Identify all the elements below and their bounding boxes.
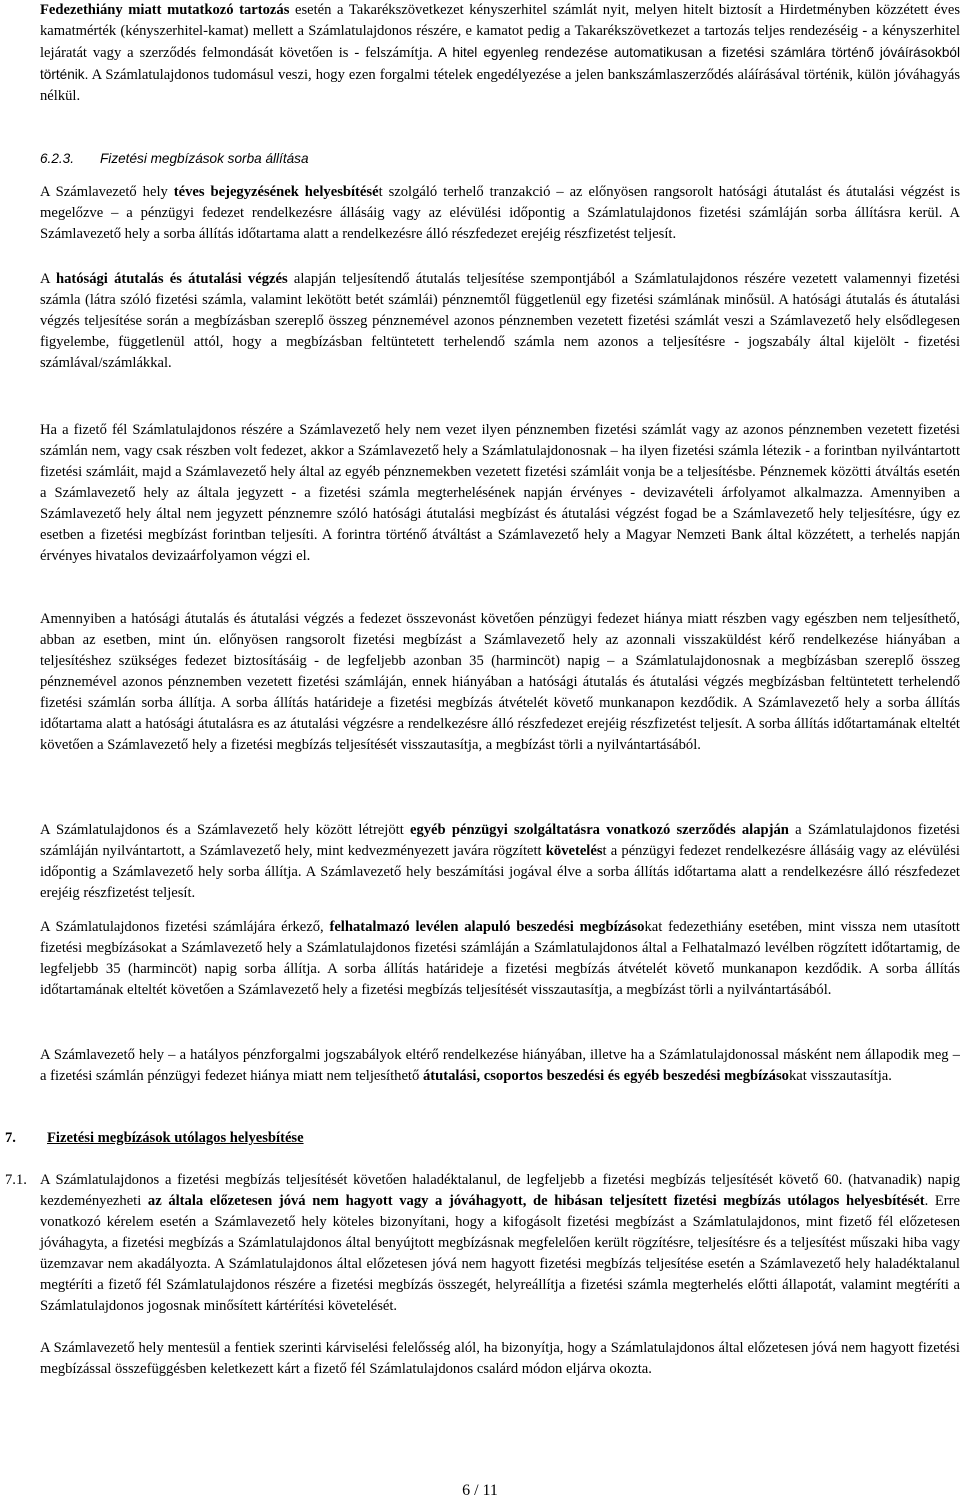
paragraph-insufficient-funds: Amennyiben a hatósági átutalás és átutalási végzés a fedezet összevonást követően pénzügyi fedezet hiánya miatt részben vagy egészben nem teljesíthető, abban az esetben, mint ún. előnyösen rangsorolt fizetési megbízást a Számlavezető hely az azonnali visszaküldést kérő rendelkezése hiányában a teljesítéshez szükséges fedezet biztosításáig - de legfeljebb azonban 35 (harmincöt) napig – a Számlatulajdonosnak a megbízásban szereplő összeg pénznemével azonos pénznemben vezetett fizetési számláján, ennek hiányában a hatósági átutalás és átutalási végzés megbízásban feltüntetett terhelendő fizetési számlán sorba állítja. A sorba állítás határideje a fizetési megbízás átvételét követő munkanapon kezdődik. A Számlavezető hely a sorba állítás időtartama alatt a hatósági átutalásra es az átutalási végzésre a rendelkezésre álló részfedezet erejéig részfizetést teljesít. A sorba állítás időtartamának elteltét követően a Számlavezető hely a fizetési megbízás teljesítését visszautasítja, a megbízást törli a nyilvántartásából. (40, 611, 960, 753)
paragraph-correction-queue: A Számlavezető hely téves bejegyzésének helyesbítését szolgáló terhelő tranzakció – az előnyösen rangsorolt hatósági átutalást és átutalási végzést is megelőzve – a pénzügyi fedezet rendelkezésre állásáig vagy az elévülési időpontig a Számlatulajdonos fizetési számláján sorba állításra kerül. A Számlavezető hely a sorba állítás időtartama alatt a rendelkezésre álló részfedezet erejéig részfizetést teljesít. (40, 184, 960, 242)
sans-sentence: A hitel egyenleg rendezése automatikusan a fizetési számlára történő jóváírásokból történik. (40, 45, 960, 82)
document-page: Fedezethiány miatt mutatkozó tartozás esetén a Takarékszövetkezet kényszerhitel számlát nyit, melyen hitelt biztosít a Hirdetményben közzétett éves kamatmérték (kényszerhitel-kamat) mellett a Számlatulajdonos részére, e kamatot pedig a Takarékszövetkezet a tartozás teljes rendezéséig - a kényszerhitel lejáratát vagy a szerződés felmondását követően is - felszámítja. A hitel egyenleg rendezése automatikusan a fizetési számlára történő jóváírásokból történik. A Számlatulajdonos tudomásul veszi, hogy ezen forgalmi tételek engedélyezése a jelen bankszámlaszerződés aláírásával történik, külön jóváhagyás nélkül. 6.2.3. Fizetési megbízások sorba állítása A Számlavezető hely téves bejegyzésének helyesbítését szolgáló terhelő tranzakció – az előnyösen rangsorolt hatósági átutalást és átutalási végzést is megelőzve – a pénzügyi fedezet rendelkezésre állásáig vagy az elévülési időpontig a Számlatulajdonos fizetési számláján sorba állításra kerül. A Számlavezető hely a sorba állítás időtartama alatt a rendelkezésre álló részfedezet erejéig részfizetést teljesít. A hatósági átutalás és átutalási végzés alapján teljesítendő átutalás teljesítése szempontjából a Számlatulajdonos részére vezetett valamennyi fizetési számla (látra szóló fizetési számla, valamint lekötött betét számlái) pénznemtől függetlenül egy fizetési számlának minősül. A hatósági átutalás és átutalási végzés teljesítése során a megbízásban szereplő összeg pénznemével azonos pénznemben vezetett fizetési számlát veszi a Számlavezető hely elsődlegesen figyelembe, függetlenül attól, hogy a megbízásban feltüntetett terhelendő számla nem azonos a teljesítésre - jogszabály által kijelölt - fizetési számlával/számlákkal. Ha a fizető fél Számlatulajdonos részére a Számlavezető hely nem vezet ilyen pénznemben fizetési számlát vagy az azonos pénznemben vezetett fizetési számlán nem, vagy csak részben volt fedezet, akkor a Számlavezető hely a Számlatulajdonosnak – ha ilyen fizetési számla létezik - a forintban nyilvántartott fizetési számláit, majd a Számlavezető hely által az egyéb pénznemekben vezetett fizetési számláit vonja be a teljesítésbe. Pénznemek közötti átváltás esetén a Számlavezető hely az általa jegyzett - a fizetési számla megterhelésének napján érvényes - devizavételi árfolyamot alkalmazza. Amennyiben a Számlavezető hely által nem jegyzett pénznemre szóló hatósági átutalási megbízást és átutalási végzést fogad be a Számlavezető hely teljesítésre, úgy ez esetben a fizetési megbízást forintban teljesíti. A forintra történő átváltást a Számlavezető hely a Magyar Nemzeti Bank által közzétett, a terhelés napján érvényes hivatalos devizaárfolyamon végzi el. Amennyiben a hatósági átutalás és átutalási végzés a fedezet összevonást követően pénzügyi fedezet hiánya miatt részben vagy egészben nem teljesíthető, abban az esetben, mint ún. előnyösen rangsorolt fizetési megbízást a Számlavezető hely az azonnali visszaküldést kérő rendelkezése hiányában a teljesítéshez szükséges fedezet biztosításáig - de legfeljebb azonban 35 (harmincöt) napig – a Számlatulajdonosnak a megbízásban szereplő összeg pénznemével azonos pénznemben vezetett fizetési számláján, ennek hiányában a hatósági átutalás és átutalási végzés megbízásban feltüntetett terhelendő fizetési számlán sorba állítja. A sorba állítás határideje a fizetési megbízás átvételét követő munkanapon kezdődik. A Számlavezető hely a sorba állítás időtartama alatt a hatósági átutalásra es az átutalási végzésre a rendelkezésre álló részfedezet erejéig részfizetést teljesít. A sorba állítás időtartamának elteltét követően a Számlavezető hely a fizetési megbízás teljesítését visszautasítja, a megbízást törli a nyilvántartásából. A Számlatulajdonos és a Számlavezető hely között létrejött egyéb pénzügyi szolgáltatásra vonatkozó szerződés alapján a Számlatulajdonos fizetési számláján nyilvántartott, a Számlavezető hely, mint kedvezményezett javára rögzített követelést a pénzügyi fedezet rendelkezésre állásáig vagy az elévülési időpontig a Számlavezető hely sorba állítja. A Számlavezető hely beszámítási jogával élve a sorba állítás időtartama alatt a rendelkezésre álló részfedezet erejéig részfizetést teljesít. A Számlatulajdonos fizetési számlájára érkező, felhatalmazó levélen alapuló beszedési megbízásokat fedezethiány esetében, mint vissza nem utasított fizetési megbízásokat a Számlavezető hely a Számlatulajdonos fizetési számláján a Számlatulajdonos által a Felhatalmazó levélben rögzített időtartamig, de legfeljebb 35 (harmincöt) napig sorba állítja. A sorba állítás határideje a fizetési megbízás átvételét követő munkanapon kezdődik. A sorba állítás időtartamának elteltét követően a Számlavezető hely a fizetési megbízás teljesítését visszautasítja, a megbízást törli a nyilvántartásából. A Számlavezető hely – a hatályos pénzforgalmi jogszabályok eltérő rendelkezése hiányában, illetve ha a Számlatulajdonossal másként nem állapodik meg – a fizetési számlán pénzügyi fedezet hiánya miatt nem teljesíthető átutalási, csoportos beszedési és egyéb beszedési megbízásokat visszautasítja. 7. Fizetési megbízások utólagos helyesbítése 7.1. A Számlatulajdonos a fizetési megbízás teljesítését követően haladéktalanul, de legfeljebb a fizetési megbízás teljesítését követő 60. (hatvanadik) napig kezdeményezheti az általa előzetesen jóvá nem hagyott vagy a jóváhagyott, de hibásan teljesített fizetési megbízás utólagos helyesbítését. Erre vonatkozó kérelem esetén a Számlavezető hely köteles bizonyítani, hogy a kifogásolt fizetési megbízást a Számlatulajdonos, mint fizető fél előzetesen jóváhagyta, a fizetési megbízás a Számlatulajdonos által benyújtott megbízásnak megfelelően került rögzítésre, teljesítésre és a teljesítést műszaki hiba vagy üzemzavar nem akadályozta. A Számlatulajdonos által előzetesen jóvá nem hagyott fizetési megbízás teljesítése esetén a Számlavezető hely haladéktalanul megtéríti a fizető fél Számlatulajdonos részére a fizetési megbízás összegét, helyreállítja a fizetési számla megterhelés előtti állapotát, valamint megtéríti a Számlatulajdonos jogosnak minősített kártérítési követelését. A Számlavezető hely mentesül a fentiek szerinti kárviselési felelősség alól, ha bizonyítja, hogy a Számlatulajdonos által előzetesen jóvá nem hagyott fizetési megbízással összefüggésben keletkezett kárt a fizető fél Számlatulajdonos csalárd módon eljárva okozta. 6 / 11 (0, 0, 960, 1502)
bold-lead: Fedezethiány miatt mutatkozó tartozás (40, 2, 290, 18)
paragraph-currency: Ha a fizető fél Számlatulajdonos részére a Számlavezető hely nem vezet ilyen pénznemben fizetési számlát vagy az azonos pénznemben vezetett fizetési számlán nem, vagy csak részben volt fedezet, akkor a Számlavezető hely a Számlatulajdonosnak – ha ilyen fizetési számla létezik - a forintban nyilvántartott fizetési számláit, majd a Számlavezető hely által az egyéb pénznemekben vezetett fizetési számláit vonja be a teljesítésbe. Pénznemek közötti átváltás esetén a Számlavezető hely az általa jegyzett - a fizetési számla megterhelésének napján érvényes - devizavételi árfolyamot alkalmazza. Amennyiben a Számlavezető hely által nem jegyzett pénznemre szóló hatósági átutalási megbízást és átutalási végzést fogad be a Számlavezető hely teljesítésre, úgy ez esetben a fizetési megbízást forintban teljesíti. A forintra történő átváltást a Számlavezető hely a Magyar Nemzeti Bank által közzétett, a terhelés napján érvényes hivatalos devizaárfolyamon végzi el. (40, 422, 960, 564)
paragraph-correction-request: A Számlatulajdonos a fizetési megbízás teljesítését követően haladéktalanul, de legfeljebb a fizetési megbízás teljesítését követő 60. (hatvanadik) napig kezdeményezheti az általa előzetesen jóvá nem hagyott vagy a jóváhagyott, de hibásan teljesített fizetési megbízás utólagos helyesbítését. Erre vonatkozó kérelem esetén a Számlavezető hely köteles bizonyítani, hogy a kifogásolt fizetési megbízást a Számlatulajdonos, mint fizető fél előzetesen jóváhagyta, a fizetési megbízás a Számlatulajdonos által benyújtott megbízásnak megfelelően került rögzítésre, teljesítésre és a teljesítést műszaki hiba vagy üzemzavar nem akadályozta. A Számlatulajdonos által előzetesen jóvá nem hagyott fizetési megbízás teljesítése esetén a Számlavezető hely haladéktalanul megtéríti a fizető fél Számlatulajdonos részére a fizetési megbízás összegét, helyreállítja a fizetési számla megterhelés előtti állapotát, valamint megtéríti a Számlatulajdonos jogosnak minősített kártérítési követelését. (40, 1172, 960, 1314)
section-heading-6-2-3: 6.2.3. Fizetési megbízások sorba állítása (40, 151, 309, 166)
paragraph-exemption: A Számlavezető hely mentesül a fentiek szerinti kárviselési felelősség alól, ha bizonyítja, hogy a Számlatulajdonos által előzetesen jóvá nem hagyott fizetési megbízással összefüggésben keletkezett kárt a fizető fél Számlatulajdonos csalárd módon eljárva okozta. (40, 1340, 960, 1377)
paragraph-forced-credit: Fedezethiány miatt mutatkozó tartozás esetén a Takarékszövetkezet kényszerhitel számlát nyit, melyen hitelt biztosít a Hirdetményben közzétett éves kamatmérték (kényszerhitel-kamat) mellett a Számlatulajdonos részére, e kamatot pedig a Takarékszövetkezet a tartozás teljes rendezéséig - a kényszerhitel lejáratát vagy a szerződés felmondását követően is - felszámítja. A hitel egyenleg rendezése automatikusan a fizetési számlára történő jóváírásokból történik. A Számlatulajdonos tudomásul veszi, hogy ezen forgalmi tételek engedélyezése a jelen bankszámlaszerződés aláírásával történik, külön jóváhagyás nélkül. (40, 2, 960, 104)
page-number: 6 / 11 (462, 1482, 498, 1499)
item-number-7-1: 7.1. (5, 1172, 27, 1188)
paragraph-direct-debit: A Számlatulajdonos fizetési számlájára érkező, felhatalmazó levélen alapuló beszedési megbízásokat fedezethiány esetében, mint vissza nem utasított fizetési megbízásokat a Számlavezető hely a Számlatulajdonos fizetési számláján a Számlatulajdonos által a Felhatalmazó levélben rögzített időtartamig, de legfeljebb 35 (harmincöt) napig sorba állítja. A sorba állítás határideje a fizetési megbízás átvételét követő munkanapon kezdődik. A sorba állítás időtartamának elteltét követően a Számlavezető hely a fizetési megbízás teljesítését visszautasítja, a megbízást törli a nyilvántartásából. (40, 919, 960, 998)
paragraph-rejection: A Számlavezető hely – a hatályos pénzforgalmi jogszabályok eltérő rendelkezése hiányában, illetve ha a Számlatulajdonossal másként nem állapodik meg – a fizetési számlán pénzügyi fedezet hiánya miatt nem teljesíthető átutalási, csoportos beszedési és egyéb beszedési megbízásokat visszautasítja. (40, 1047, 960, 1084)
paragraph-authority-transfer: A hatósági átutalás és átutalási végzés alapján teljesítendő átutalás teljesítése szempontjából a Számlatulajdonos részére vezetett valamennyi fizetési számla (látra szóló fizetési számla, valamint lekötött betét számlái) pénznemtől függetlenül egy fizetési számlának minősül. A hatósági átutalás és átutalási végzés teljesítése során a megbízásban szereplő összeg pénznemével azonos pénznemben vezetett fizetési számlát veszi a Számlavezető hely elsődlegesen figyelembe, függetlenül attól, hogy a megbízásban feltüntetett terhelendő számla nem azonos a teljesítésre - jogszabály által kijelölt - fizetési számlával/számlákkal. (40, 271, 960, 371)
paragraph-other-services: A Számlatulajdonos és a Számlavezető hely között létrejött egyéb pénzügyi szolgáltatásra vonatkozó szerződés alapján a Számlatulajdonos fizetési számláján nyilvántartott, a Számlavezető hely, mint kedvezményezett javára rögzített követelést a pénzügyi fedezet rendelkezésre állásáig vagy az elévülési időpontig a Számlavezető hely sorba állítja. A Számlavezető hely beszámítási jogával élve a sorba állítás időtartama alatt a rendelkezésre álló részfedezet erejéig részfizetést teljesít. (40, 822, 960, 901)
